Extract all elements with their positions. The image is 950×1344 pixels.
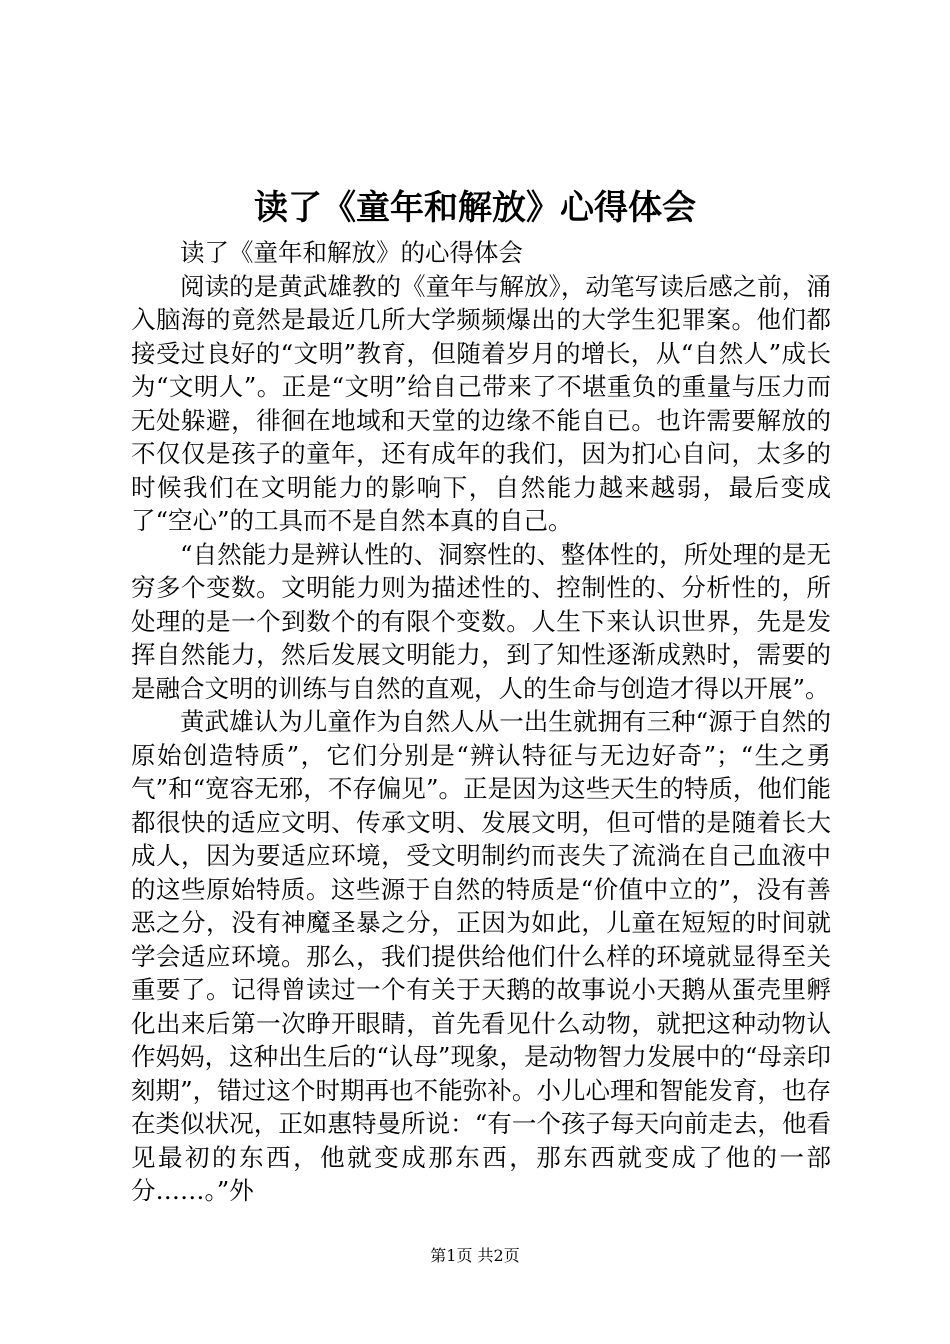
paragraph: 阅读的是黄武雄教的《童年与解放》，动笔写读后感之前，涌入脑海的竟然是最近几所大学频频爆出的大学生犯罪案。他们都接受过良好的“文明”教育，但随着岁月的增长，从“自然人”成长为“文明人”。正是“文明”给自己带来了不堪重负的重量与压力而无处躲避，徘徊在地域和天堂的边缘不能自已。也许需要解放的不仅仅是孩子的童年，还有成年的我们，因为扪心自问，太多的时候我们在文明能力的影响下，自然能力越来越弱，最后变成了“空心”的工具而不是自然本真的自己。 [131,271,831,535]
document-subtitle: 读了《童年和解放》的心得体会 [180,238,523,267]
document-title: 读了《童年和解放》心得体会 [254,188,696,228]
document-body [131,236,831,1208]
page-number-footer: 第1页 共2页 [430,1246,520,1265]
paragraph: “自然能力是辨认性的、洞察性的、整体性的，所处理的是无穷多个变数。文明能力则为描述性的、控制性的、分析性的，所处理的是一个到数个的有限个变数。人生下来认识世界，先是发挥自然能力，然后发展文明能力，到了知性逐渐成熟时，需要的是融合文明的训练与自然的直观，人的生命与创造才得以开展”。 [131,539,831,703]
paragraph: 黄武雄认为儿童作为自然人从一出生就拥有三种“源于自然的原始创造特质”，它们分别是“辨认特征与无边好奇”；“生之勇气”和“宽容无邪，不存偏见”。正是因为这些天生的特质，他们能都很快的适应文明、传承文明、发展文明，但可惜的是随着长大成人，因为要适应环境，受文明制约而丧失了流淌在自己血液中的这些原始特质。这些源于自然的特质是“价值中立的”，没有善恶之分，没有神魔圣暴之分，正因为如此，儿童在短短的时间就学会适应环境。那么，我们提供给他们什么样的环境就显得至关重要了。记得曾读过一个有关于天鹅的故事说小天鹅从蛋壳里孵化出来后第一次睁开眼睛，首先看见什么动物，就把这种动物认作妈妈，这种出生后的“认母”现象，是动物智力发展中的“母亲印刻期”，错过这个时期再也不能弥补。小儿心理和智能发育，也存在类似状况，正如惠特曼所说：“有一个孩子每天向前走去，他看见最初的东西，他就变成那东西，那东西就变成了他的一部分……。”外 [131,707,831,1205]
